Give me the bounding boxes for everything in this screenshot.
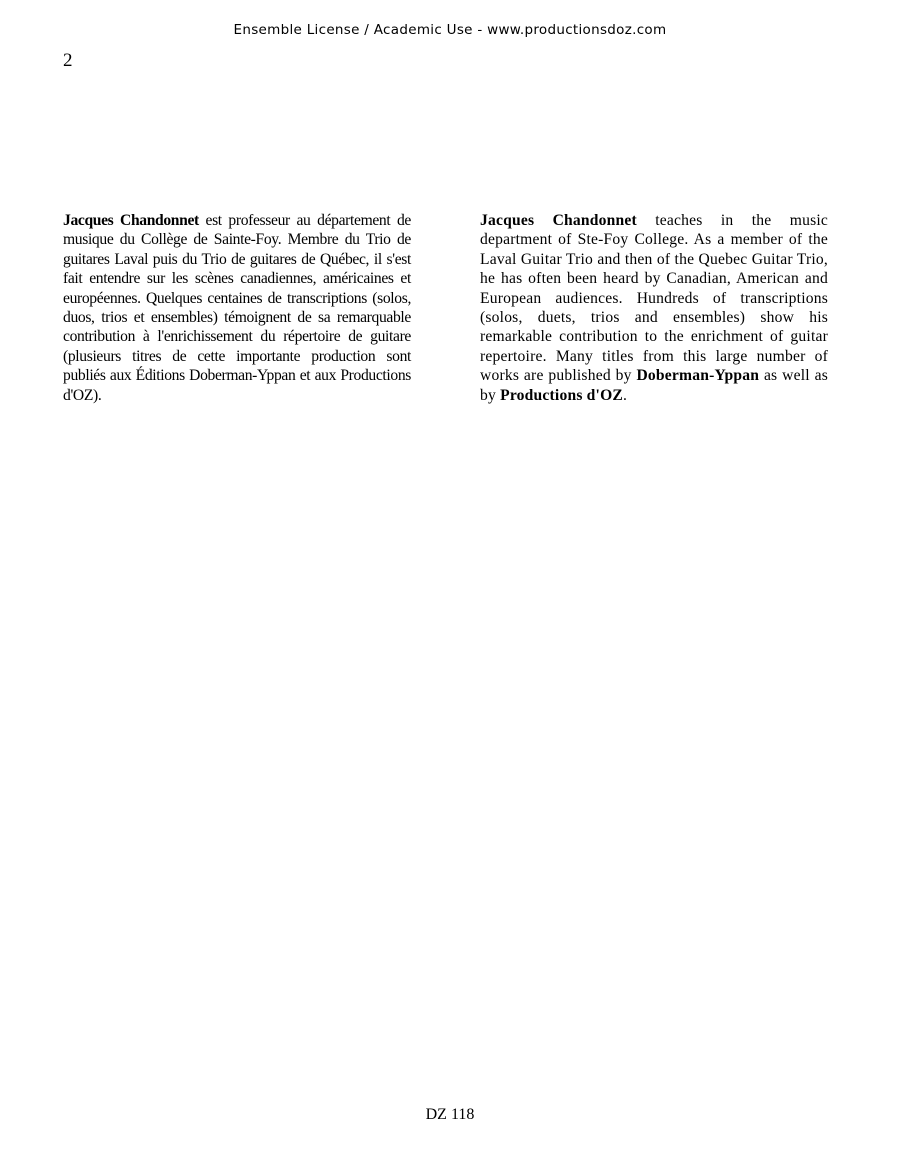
bio-english-text-3: . bbox=[623, 386, 628, 404]
bio-french-text: est professeur au département de musique du Collège de Sainte-Foy. Membre du Trio de guitares Laval puis du Trio de guitares de Québec, il s'est fait entendre sur les scènes canadiennes, américaines et européennes. Quelques centaines de transcriptions (solos, duos, trios et ensembles) témoignent de sa remarquable contribution à l'enrichissement du répertoire de guitare (plusieurs titres de cette importante production sont publiés aux Éditions Doberman-Yppan et aux Productions d'OZ). bbox=[63, 212, 412, 404]
catalog-code: DZ 118 bbox=[425, 1106, 475, 1123]
bio-english-publisher-1: Doberman-Yppan bbox=[636, 367, 760, 385]
bio-english-text-2: as well as by bbox=[480, 367, 828, 404]
bio-english-publisher-2: Productions d'OZ bbox=[500, 386, 624, 404]
page-number: 2 bbox=[63, 50, 73, 71]
bio-french bbox=[63, 211, 411, 405]
license-header: Ensemble License / Academic Use - www.productionsdoz.com bbox=[233, 22, 667, 38]
bio-english bbox=[480, 211, 828, 405]
bio-english-text-1: teaches in the music department of Ste-Foy College. As a member of the Laval Guitar Trio and then of the Quebec Guitar Trio, he has often been heard by Canadian, American and European audiences. Hundreds of transcriptions (solos, duets, trios and ensembles) show his remarkable contribution to the enrichment of guitar repertoire. Many titles from this large number of works are published by bbox=[480, 212, 828, 385]
bio-french-name: Jacques Chandonnet bbox=[63, 212, 199, 229]
bio-english-name: Jacques Chandonnet bbox=[480, 212, 637, 229]
